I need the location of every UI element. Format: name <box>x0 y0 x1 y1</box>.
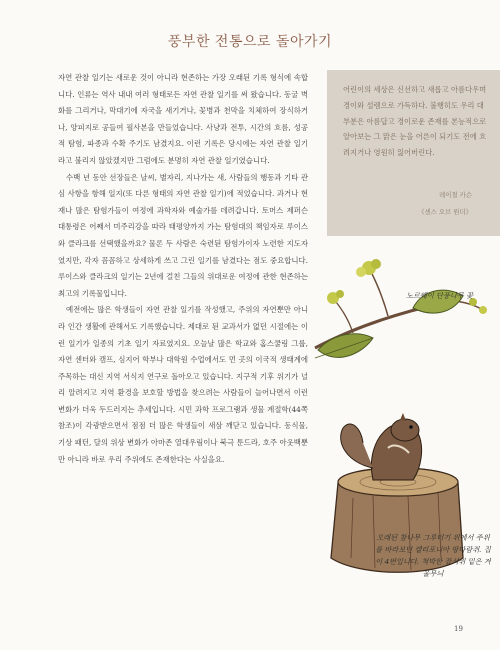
body-text <box>58 70 308 468</box>
paragraph-1: 자연 관찰 일기는 새로운 것이 아니라 현존하는 가장 오래된 기록 형식에 속합니다. 인류는 역사 내내 여러 형태로든 자연 관찰 일기를 써 왔습니다. 동굴 벽화를 그리거나, 막대기에 자국을 새기거나, 꽃병과 천막을 치체하여 장식하거나, 양피지로 공들여 필사본을 만들었습니다. 사냥과 전투, 시간의 흐름, 성공적 탐험, 파종과 수확 주기도 남겼지요. 이런 기록은 당시에는 자연 관찰 일기라고 불리지 않았겠지만 그럼에도 분명히 자연 관찰 일기였습니다. <box>58 73 308 165</box>
paragraph-2: 수백 년 동안 선장들은 날씨, 별자리, 지나가는 새, 사람들의 행동과 기타 관심 사항을 항해 일지(또 다른 형태의 자연 관찰 일기)에 적었습니다. 과거나 현재나 많은 탐험가들이 여정에 과학자와 예술가를 데려갑니다. 토머스 제퍼슨 대통령은 어째서 미주리강을 따라 태평양까지 가는 탐험대의 책임자로 루이스와 클라크를 선택했을까요? 물론 두 사람은 숙련된 탐험가이자 노련한 지도자였지만, 각자 꼼꼼하고 상세하게 쓰고 그린 일기를 남겼다는 점도 중요합니다. 루이스와 클라크의 일기는 2년에 걸친 그들의 위대로운 여정에 관한 현존하는 최고의 기록물입니다. <box>58 172 308 298</box>
quote-author: 레이철 카슨 <box>439 191 472 199</box>
page-title: 풍부한 전통으로 돌아가기 <box>167 34 333 50</box>
annotation-squirrel: 오래된 참나무 그루터기 위에서 주위를 바라보던 캘리포니아 땅다람쥐. 집이 4번입니다. 척박한 잡석위 밑은 겨울무늬 <box>375 533 491 578</box>
quote-text: 어린이의 세상은 신선하고 새롭고 아름다우며 경이와 설렘으로 가득하다. 불행히도 우리 대부분은 아름답고 경이로운 존재를 본능적으로 알아보는 그 맑은 눈을 어른이 되기도 전에 흐려지거나 영원히 잃어버린다. <box>343 85 487 158</box>
paragraph-3: 예전에는 많은 학생들이 자연 관찰 일기를 작성했고, 주위의 자연뿐만 아니라 인간 생활에 관해서도 기록했습니다. 제대로 된 교과서가 없던 시절에는 이런 일기가 일종의 기초 일기 자료였지요. 오늘날 많은 학교와 홈스쿨링 그룹, 자연 센터와 캠프, 심지어 학부나 대학원 수업에서도 먼 곳의 이국적 생태계에 주목하는 대신 지역 서식지 연구로 돌아오고 있습니다. 지구적 기후 위기가 널리 알려지고 지역 환경을 보호할 방법을 찾으려는 사람들이 늘어나면서 이런 변화가 더욱 두드러지는 추세입니다. 시민 과학 프로그램과 생물 계절학(44쪽 참조)이 각광받으면서 점점 더 많은 학생들이 새삼 깨닫고 있습니다. 동식물, 기상 패턴, 달의 위상 변화가 아마존 열대우림이나 북극 툰드라, 호주 아웃백뿐만 아니라 바로 우리 주위에도 존재한다는 사실을요. <box>58 305 308 464</box>
squirrel <box>341 413 422 480</box>
quote-source: 《센스 오브 원더》 <box>418 208 472 216</box>
page-number: 19 <box>454 625 463 633</box>
maple-flowers <box>327 259 487 314</box>
quote-box <box>327 70 500 236</box>
annotation-maple-flowers: 노르웨이 단풍나무 꽃 <box>406 291 474 300</box>
